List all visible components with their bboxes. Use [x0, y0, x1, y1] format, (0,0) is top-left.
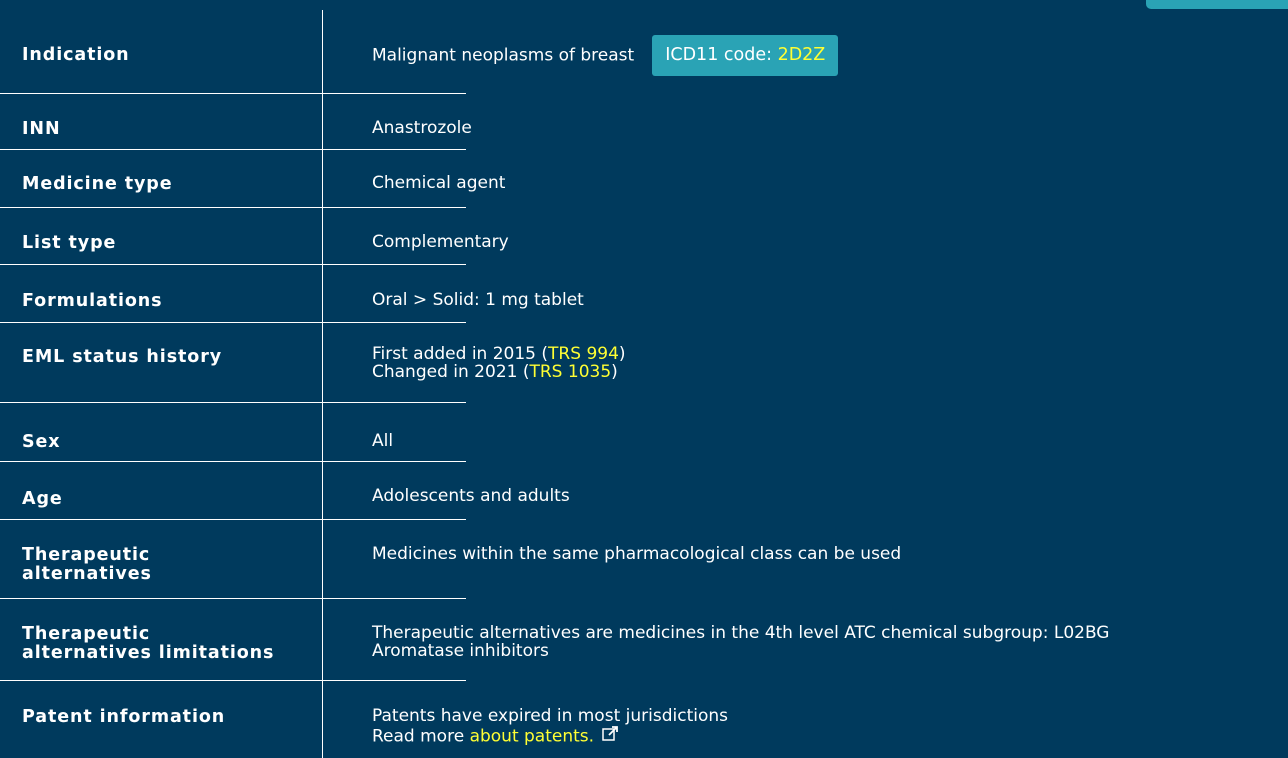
value-age: Adolescents and adults	[372, 486, 570, 506]
value-formulations: Oral > Solid: 1 mg tablet	[372, 290, 584, 310]
indication-text: Malignant neoplasms of breast	[372, 45, 635, 66]
label-patent-information: Patent information	[22, 707, 226, 727]
label-sex: Sex	[22, 432, 61, 452]
trs-994-link[interactable]: TRS 994	[548, 344, 619, 364]
icd11-code-link[interactable]: 2D2Z	[777, 45, 826, 65]
icd11-badge[interactable]: ICD11 code: 2D2Z	[652, 35, 838, 76]
row-separator	[0, 207, 466, 208]
about-patents-link[interactable]: about patents.	[469, 725, 595, 746]
label-list-type: List type	[22, 233, 117, 253]
value-inn: Anastrozole	[372, 118, 472, 138]
column-divider	[322, 10, 323, 758]
label-formulations: Formulations	[22, 291, 163, 311]
label-inn: INN	[22, 119, 61, 139]
value-indication	[372, 35, 1288, 77]
value-list-type: Complementary	[372, 232, 509, 252]
row-separator	[0, 461, 466, 462]
row-separator	[0, 264, 466, 265]
row-separator	[0, 519, 466, 520]
label-age: Age	[22, 489, 63, 509]
external-link-icon[interactable]	[602, 726, 620, 747]
value-sex: All	[372, 431, 394, 451]
label-eml-status: EML status history	[22, 347, 223, 367]
value-patent-information: Patents have expired in most jurisdictions Read more about patents.	[372, 706, 728, 746]
label-medicine-type: Medicine type	[22, 174, 173, 194]
row-separator	[0, 93, 466, 94]
value-medicine-type: Chemical agent	[372, 173, 506, 193]
row-separator	[0, 322, 466, 323]
row-separator	[0, 680, 466, 681]
value-therapeutic-alternatives: Medicines within the same pharmacological class can be used	[372, 544, 902, 564]
value-eml-status	[372, 346, 1288, 381]
row-separator	[0, 149, 466, 150]
label-indication: Indication	[22, 45, 130, 65]
eml-status-line-2: Changed in 2021 (TRS 1035)	[372, 361, 618, 382]
row-separator	[0, 402, 466, 403]
label-therapeutic-alternatives: Therapeutic alternatives	[22, 545, 152, 584]
eml-status-line-1: First added in 2015 (TRS 994)	[372, 344, 626, 364]
value-therapeutic-limitations: Therapeutic alternatives are medicines in the 4th level ATC chemical subgroup: L02BG Aromatase inhibitors	[372, 623, 1110, 661]
top-right-tab[interactable]	[1146, 0, 1288, 9]
row-separator	[0, 598, 466, 599]
trs-1035-link[interactable]: TRS 1035	[529, 361, 612, 382]
label-therapeutic-limitations: Therapeutic alternatives limitations	[22, 624, 275, 663]
